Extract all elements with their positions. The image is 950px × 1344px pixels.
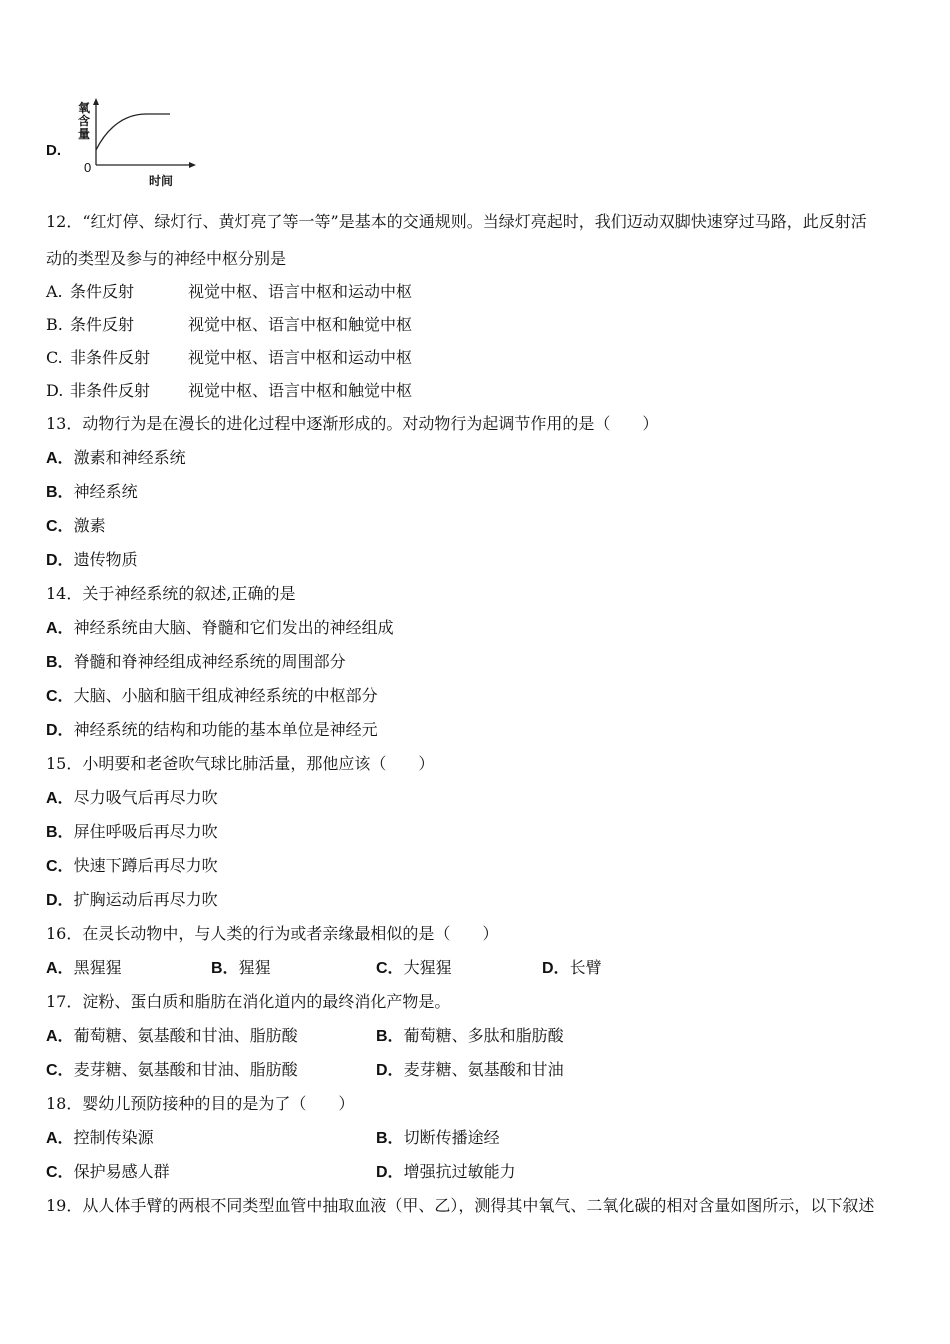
q17-stem: 17．淀粉、蛋白质和脂肪在消化道内的最终消化产物是。 bbox=[46, 992, 451, 1011]
option-label: C． bbox=[46, 858, 74, 875]
option-label: B． bbox=[46, 484, 74, 501]
q17-option-d bbox=[376, 1060, 564, 1081]
q17-option-a bbox=[46, 1026, 298, 1047]
option-label: D． bbox=[46, 722, 74, 739]
option-label: C． bbox=[46, 688, 74, 705]
option-label: A． bbox=[46, 790, 74, 807]
option-text: 神经系统的结构和功能的基本单位是神经元 bbox=[73, 720, 378, 739]
option-text: 大脑、小脑和脑干组成神经系统的中枢部分 bbox=[73, 686, 378, 705]
y-axis-label: 氧含量 bbox=[77, 101, 90, 141]
option-label: A. bbox=[46, 282, 63, 301]
oxygen-curve bbox=[96, 114, 170, 150]
option-label: A． bbox=[46, 450, 74, 467]
q13-option-a bbox=[46, 448, 186, 469]
figure-d-option-label: D. bbox=[46, 142, 61, 159]
q15-option-c bbox=[46, 856, 218, 877]
option-label: A． bbox=[46, 1028, 74, 1045]
option-text: 尽力吸气后再尽力吹 bbox=[73, 788, 218, 807]
option-label: C． bbox=[46, 518, 74, 535]
option-label: D． bbox=[46, 552, 74, 569]
q12-stem-line1: 12．“红灯停、绿灯行、黄灯亮了等一等”是基本的交通规则。当绿灯亮起时，我们迈动双脚快速穿过马路，此反射活 bbox=[46, 212, 867, 231]
option-label: B． bbox=[211, 960, 239, 977]
reflex-type: 条件反射 bbox=[70, 282, 135, 301]
option-text: 猩猩 bbox=[238, 958, 271, 977]
reflex-type: 条件反射 bbox=[70, 315, 135, 334]
q12-option-d bbox=[46, 381, 412, 401]
q13-option-c bbox=[46, 516, 106, 537]
origin-label: 0 bbox=[84, 160, 92, 175]
x-axis-label: 时间 bbox=[149, 174, 174, 188]
q13-option-d bbox=[46, 550, 138, 571]
q18-option-b bbox=[376, 1128, 500, 1149]
q17-option-c bbox=[46, 1060, 298, 1081]
x-axis-arrow bbox=[189, 162, 196, 168]
option-label: B． bbox=[46, 654, 74, 671]
q15-stem: 15．小明要和老爸吹气球比肺活量，那他应该（ ） bbox=[46, 754, 435, 773]
option-label: D． bbox=[542, 960, 570, 977]
option-label: D． bbox=[376, 1164, 404, 1181]
q14-stem: 14．关于神经系统的叙述,正确的是 bbox=[46, 584, 296, 603]
option-text: 葡萄糖、氨基酸和甘油、脂肪酸 bbox=[73, 1026, 298, 1045]
q14-option-a bbox=[46, 618, 394, 639]
q12-option-b bbox=[46, 315, 412, 335]
reflex-type: 非条件反射 bbox=[70, 381, 151, 400]
option-text: 大猩猩 bbox=[403, 958, 452, 977]
q13-stem: 13．动物行为是在漫长的进化过程中逐渐形成的。对动物行为起调节作用的是（ ） bbox=[46, 414, 659, 433]
option-label: B. bbox=[46, 315, 63, 334]
option-label: B． bbox=[376, 1028, 404, 1045]
q15-option-a bbox=[46, 788, 218, 809]
q13-option-b bbox=[46, 482, 138, 503]
option-text: 麦芽糖、氨基酸和甘油、脂肪酸 bbox=[73, 1060, 298, 1079]
option-label: C． bbox=[376, 960, 404, 977]
nerve-centers: 视觉中枢、语言中枢和触觉中枢 bbox=[188, 315, 413, 334]
q19-stem: 19．从人体手臂的两根不同类型血管中抽取血液（甲、乙），测得其中氧气、二氧化碳的相对含量如图所示，以下叙述 bbox=[46, 1196, 875, 1215]
nerve-centers: 视觉中枢、语言中枢和触觉中枢 bbox=[188, 381, 413, 400]
q12-option-c bbox=[46, 348, 412, 368]
option-text: 脊髓和脊神经组成神经系统的周围部分 bbox=[73, 652, 346, 671]
option-text: 黑猩猩 bbox=[73, 958, 122, 977]
option-text: 激素和神经系统 bbox=[73, 448, 186, 467]
q16-option-a bbox=[46, 958, 122, 979]
option-label: C． bbox=[46, 1164, 74, 1181]
q16-stem: 16．在灵长动物中，与人类的行为或者亲缘最相似的是（ ） bbox=[46, 924, 499, 943]
option-label: B． bbox=[376, 1130, 404, 1147]
option-label: A． bbox=[46, 1130, 74, 1147]
figure-d-oxygen-chart bbox=[46, 98, 216, 190]
option-text: 保护易感人群 bbox=[73, 1162, 170, 1181]
q16-option-c bbox=[376, 958, 452, 979]
reflex-type: 非条件反射 bbox=[70, 348, 151, 367]
option-label: C. bbox=[46, 348, 63, 367]
q14-option-d bbox=[46, 720, 378, 741]
nerve-centers: 视觉中枢、语言中枢和运动中枢 bbox=[188, 282, 413, 301]
q12-option-a bbox=[46, 282, 412, 302]
option-label: B． bbox=[46, 824, 74, 841]
figure-d-axes bbox=[46, 98, 216, 190]
option-text: 增强抗过敏能力 bbox=[403, 1162, 516, 1181]
option-text: 葡萄糖、多肽和脂肪酸 bbox=[403, 1026, 564, 1045]
q18-option-a bbox=[46, 1128, 154, 1149]
option-text: 遗传物质 bbox=[73, 550, 138, 569]
option-label: D． bbox=[46, 892, 74, 909]
q15-option-d bbox=[46, 890, 218, 911]
option-text: 控制传染源 bbox=[73, 1128, 154, 1147]
option-text: 神经系统 bbox=[73, 482, 138, 501]
q16-option-b bbox=[211, 958, 271, 979]
option-label: A． bbox=[46, 960, 74, 977]
option-text: 扩胸运动后再尽力吹 bbox=[73, 890, 218, 909]
q14-option-c bbox=[46, 686, 378, 707]
option-text: 长臂 bbox=[569, 958, 602, 977]
q16-option-d bbox=[542, 958, 602, 979]
q14-option-b bbox=[46, 652, 346, 673]
q18-option-d bbox=[376, 1162, 516, 1183]
option-text: 麦芽糖、氨基酸和甘油 bbox=[403, 1060, 564, 1079]
q18-option-c bbox=[46, 1162, 170, 1183]
y-axis-arrow bbox=[93, 98, 99, 105]
q12-stem-line2: 动的类型及参与的神经中枢分别是 bbox=[46, 249, 287, 268]
option-text: 快速下蹲后再尽力吹 bbox=[73, 856, 218, 875]
option-text: 切断传播途经 bbox=[403, 1128, 500, 1147]
option-text: 激素 bbox=[73, 516, 106, 535]
q15-option-b bbox=[46, 822, 218, 843]
option-label: D． bbox=[376, 1062, 404, 1079]
q17-option-b bbox=[376, 1026, 564, 1047]
option-label: A． bbox=[46, 620, 74, 637]
option-text: 神经系统由大脑、脊髓和它们发出的神经组成 bbox=[73, 618, 394, 637]
option-label: D. bbox=[46, 381, 64, 400]
nerve-centers: 视觉中枢、语言中枢和运动中枢 bbox=[188, 348, 413, 367]
option-text: 屏住呼吸后再尽力吹 bbox=[73, 822, 218, 841]
option-label: C． bbox=[46, 1062, 74, 1079]
q18-stem: 18．婴幼儿预防接种的目的是为了（ ） bbox=[46, 1094, 355, 1113]
